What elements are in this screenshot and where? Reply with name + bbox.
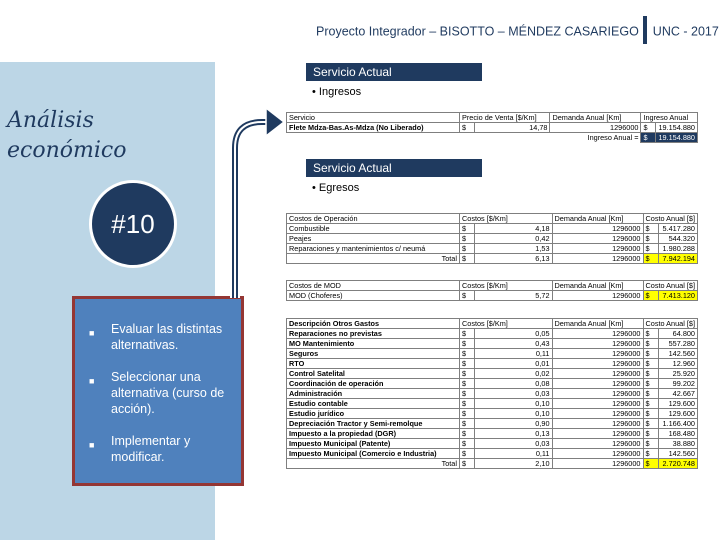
header-cell: Costos de MOD — [287, 281, 460, 291]
table-row — [287, 399, 698, 409]
table-cell: 1296000 — [552, 429, 643, 439]
table-cell: $ — [643, 449, 658, 459]
table-cell: 12.960 — [658, 359, 698, 369]
table-cell: $ — [460, 254, 475, 264]
table-cell: 1296000 — [550, 123, 641, 133]
table-cell: Impuesto a la propiedad (DGR) — [287, 429, 460, 439]
table-row — [287, 389, 698, 399]
table-cell: 14,78 — [475, 123, 550, 133]
bullet-text: Seleccionar una alternativa (curso de acción). — [111, 370, 225, 416]
table-cell: Total — [287, 254, 460, 264]
subheading-ingresos: • Ingresos — [312, 86, 362, 98]
table-cell: 142.560 — [658, 449, 698, 459]
table-cell: 0,05 — [475, 329, 553, 339]
costos-mod-table — [286, 280, 698, 301]
table-cell: Flete Mdza-Bas.As-Mdza (No Liberado) — [287, 123, 460, 133]
header-cell: Costo Anual [$] — [643, 319, 698, 329]
table-cell: $ — [460, 291, 475, 301]
table-cell: 1296000 — [552, 419, 643, 429]
table-cell: 129.600 — [658, 409, 698, 419]
bullet-text: Implementar y modificar. — [111, 434, 191, 464]
header-cell: Costos de Operación — [287, 214, 460, 224]
table-cell: 0,01 — [475, 359, 553, 369]
table-cell: $ — [643, 349, 658, 359]
table-row — [287, 429, 698, 439]
table-cell: 1.980.288 — [658, 244, 698, 254]
table-cell: 5.417.280 — [658, 224, 698, 234]
table-cell: RTO — [287, 359, 460, 369]
header-cell: Demanda Anual [Km] — [552, 281, 643, 291]
header-cell: Precio de Venta [$/Km] — [460, 113, 550, 123]
header-cell: Demanda Anual [Km] — [552, 214, 643, 224]
table-cell: 0,43 — [475, 339, 553, 349]
total-value: 19.154.880 — [656, 133, 698, 143]
table-cell: 1296000 — [552, 349, 643, 359]
table-cell: Seguros — [287, 349, 460, 359]
header-cell: Descripción Otros Gastos — [287, 319, 460, 329]
table-row — [287, 234, 698, 244]
table-cell: $ — [460, 399, 475, 409]
table-cell: 1296000 — [552, 379, 643, 389]
table-cell: 0,11 — [475, 449, 553, 459]
table-cell: Impuesto Municipal (Patente) — [287, 439, 460, 449]
table-cell: 1.166.400 — [658, 419, 698, 429]
section-servicio-actual-ingresos: Servicio Actual — [306, 63, 482, 81]
table-row — [287, 439, 698, 449]
title-line-1: Análisis — [7, 108, 94, 133]
table-cell: 1296000 — [552, 224, 643, 234]
table-cell: 0,10 — [475, 399, 553, 409]
table-cell: $ — [643, 459, 658, 469]
table-cell: Impuesto Municipal (Comercio e Industria) — [287, 449, 460, 459]
table-row — [287, 419, 698, 429]
table-cell: $ — [643, 234, 658, 244]
table-cell: $ — [643, 389, 658, 399]
table-cell: 0,10 — [475, 409, 553, 419]
table-row — [287, 359, 698, 369]
table-cell: 557.280 — [658, 339, 698, 349]
table-cell: 1296000 — [552, 409, 643, 419]
table-row — [287, 339, 698, 349]
table-cell: 19.154.880 — [656, 123, 698, 133]
table-cell: 99.202 — [658, 379, 698, 389]
table-cell: Control Satelital — [287, 369, 460, 379]
table-cell: Administración — [287, 389, 460, 399]
table-cell: $ — [460, 379, 475, 389]
table-cell: 1296000 — [552, 254, 643, 264]
table-cell: 0,11 — [475, 349, 553, 359]
table-cell: $ — [643, 419, 658, 429]
header-cell: Costos [$/Km] — [460, 319, 553, 329]
table-cell: Estudio jurídico — [287, 409, 460, 419]
table-cell: 5,72 — [475, 291, 553, 301]
title-line-2: económico — [7, 138, 127, 163]
table-cell: $ — [643, 369, 658, 379]
header-cell: Demanda Anual [Km] — [552, 319, 643, 329]
table-cell: 1296000 — [552, 439, 643, 449]
table-cell: 1296000 — [552, 339, 643, 349]
table-cell: 2.720.748 — [658, 459, 698, 469]
table-cell: 168.480 — [658, 429, 698, 439]
table-cell: $ — [643, 224, 658, 234]
table-cell: $ — [643, 379, 658, 389]
step-badge: #10 — [89, 180, 177, 268]
table-cell: 4,18 — [475, 224, 553, 234]
section-servicio-actual-egresos: Servicio Actual — [306, 159, 482, 177]
ingresos-table — [286, 112, 698, 143]
total-label: Ingreso Anual = — [587, 133, 639, 143]
header-cell: Costo Anual [$] — [643, 281, 698, 291]
header-cell: Costos [$/Km] — [460, 281, 553, 291]
table-row — [287, 224, 698, 234]
header-cell: Costo Anual [$] — [643, 214, 698, 224]
subheading-egresos: • Egresos — [312, 182, 360, 194]
table-cell: $ — [460, 359, 475, 369]
table-cell: 0,08 — [475, 379, 553, 389]
table-cell: 25.920 — [658, 369, 698, 379]
table-cell: Coordinación de operación — [287, 379, 460, 389]
header-cell: Servicio — [287, 113, 460, 123]
table-row — [287, 329, 698, 339]
table-row — [287, 244, 698, 254]
table-cell: $ — [460, 349, 475, 359]
table-cell: Depreciación Tractor y Semi-remolque — [287, 419, 460, 429]
table-cell: $ — [460, 439, 475, 449]
table-row — [287, 409, 698, 419]
table-cell: Reparaciones y mantenimientos c/ neumá — [287, 244, 460, 254]
header-course: UNC - 2017 — [652, 24, 719, 39]
table-cell: $ — [643, 409, 658, 419]
table-cell: Reparaciones no previstas — [287, 329, 460, 339]
table-cell: 1296000 — [552, 399, 643, 409]
table-cell: Estudio contable — [287, 399, 460, 409]
table-cell: 0,90 — [475, 419, 553, 429]
bullet-text: Evaluar las distintas alternativas. — [111, 322, 223, 352]
header-cell: Costos [$/Km] — [460, 214, 553, 224]
table-cell: Total — [287, 459, 460, 469]
square-bullet-icon: ■ — [89, 440, 95, 450]
table-cell: 2,10 — [475, 459, 553, 469]
table-row — [287, 349, 698, 359]
table-cell: $ — [643, 339, 658, 349]
otros-gastos-table — [286, 318, 698, 469]
table-cell: $ — [643, 291, 658, 301]
table-cell: 0,13 — [475, 429, 553, 439]
table-row — [287, 379, 698, 389]
table-cell: 1296000 — [552, 369, 643, 379]
total-row — [287, 459, 698, 469]
table-cell: $ — [643, 254, 658, 264]
table-cell: 0,03 — [475, 389, 553, 399]
total-currency: $ — [641, 133, 656, 143]
table-cell: MOD (Choferes) — [287, 291, 460, 301]
table-cell: $ — [643, 359, 658, 369]
table-cell: $ — [460, 339, 475, 349]
table-cell: $ — [460, 123, 475, 133]
table-cell: $ — [460, 449, 475, 459]
table-cell: 0,02 — [475, 369, 553, 379]
table-cell: $ — [460, 234, 475, 244]
table-cell: $ — [460, 419, 475, 429]
table-cell: $ — [460, 429, 475, 439]
table-cell: $ — [643, 244, 658, 254]
table-row — [287, 449, 698, 459]
table-cell: 1296000 — [552, 234, 643, 244]
table-cell: 1296000 — [552, 389, 643, 399]
table-cell: 1296000 — [552, 291, 643, 301]
table-cell: 7.942.194 — [658, 254, 698, 264]
table-cell: 0,03 — [475, 439, 553, 449]
table-cell: $ — [643, 429, 658, 439]
table-cell: 129.600 — [658, 399, 698, 409]
table-cell: $ — [460, 409, 475, 419]
table-cell: $ — [460, 369, 475, 379]
table-cell: 64.800 — [658, 329, 698, 339]
table-cell: $ — [460, 244, 475, 254]
table-cell: $ — [460, 224, 475, 234]
table-cell: $ — [460, 389, 475, 399]
total-row — [287, 254, 698, 264]
table-cell: $ — [643, 329, 658, 339]
table-cell: MO Mantenimiento — [287, 339, 460, 349]
table-cell: Peajes — [287, 234, 460, 244]
table-cell: 6,13 — [475, 254, 553, 264]
table-row — [287, 369, 698, 379]
square-bullet-icon: ■ — [89, 376, 95, 386]
table-cell: $ — [460, 459, 475, 469]
table-cell: 544.320 — [658, 234, 698, 244]
table-cell: 7.413.120 — [658, 291, 698, 301]
table-cell: 1296000 — [552, 459, 643, 469]
header-cell: Ingreso Anual — [641, 113, 698, 123]
costos-operacion-table — [286, 213, 698, 264]
table-cell: 1296000 — [552, 244, 643, 254]
table-row — [287, 291, 698, 301]
table-cell: 1296000 — [552, 449, 643, 459]
header-cell: Demanda Anual [Km] — [550, 113, 641, 123]
header-project: Proyecto Integrador – BISOTTO – MÉNDEZ CASARIEGO — [316, 24, 639, 39]
table-cell: 42.667 — [658, 389, 698, 399]
table-cell: 1296000 — [552, 359, 643, 369]
table-cell: Combustible — [287, 224, 460, 234]
table-cell: $ — [643, 439, 658, 449]
table-cell: 38.880 — [658, 439, 698, 449]
table-cell: 1296000 — [552, 329, 643, 339]
table-cell: 0,42 — [475, 234, 553, 244]
table-cell: $ — [643, 399, 658, 409]
table-cell: $ — [460, 329, 475, 339]
table-cell: 1,53 — [475, 244, 553, 254]
square-bullet-icon: ■ — [89, 328, 95, 338]
table-cell: 142.560 — [658, 349, 698, 359]
table-cell: $ — [641, 123, 656, 133]
